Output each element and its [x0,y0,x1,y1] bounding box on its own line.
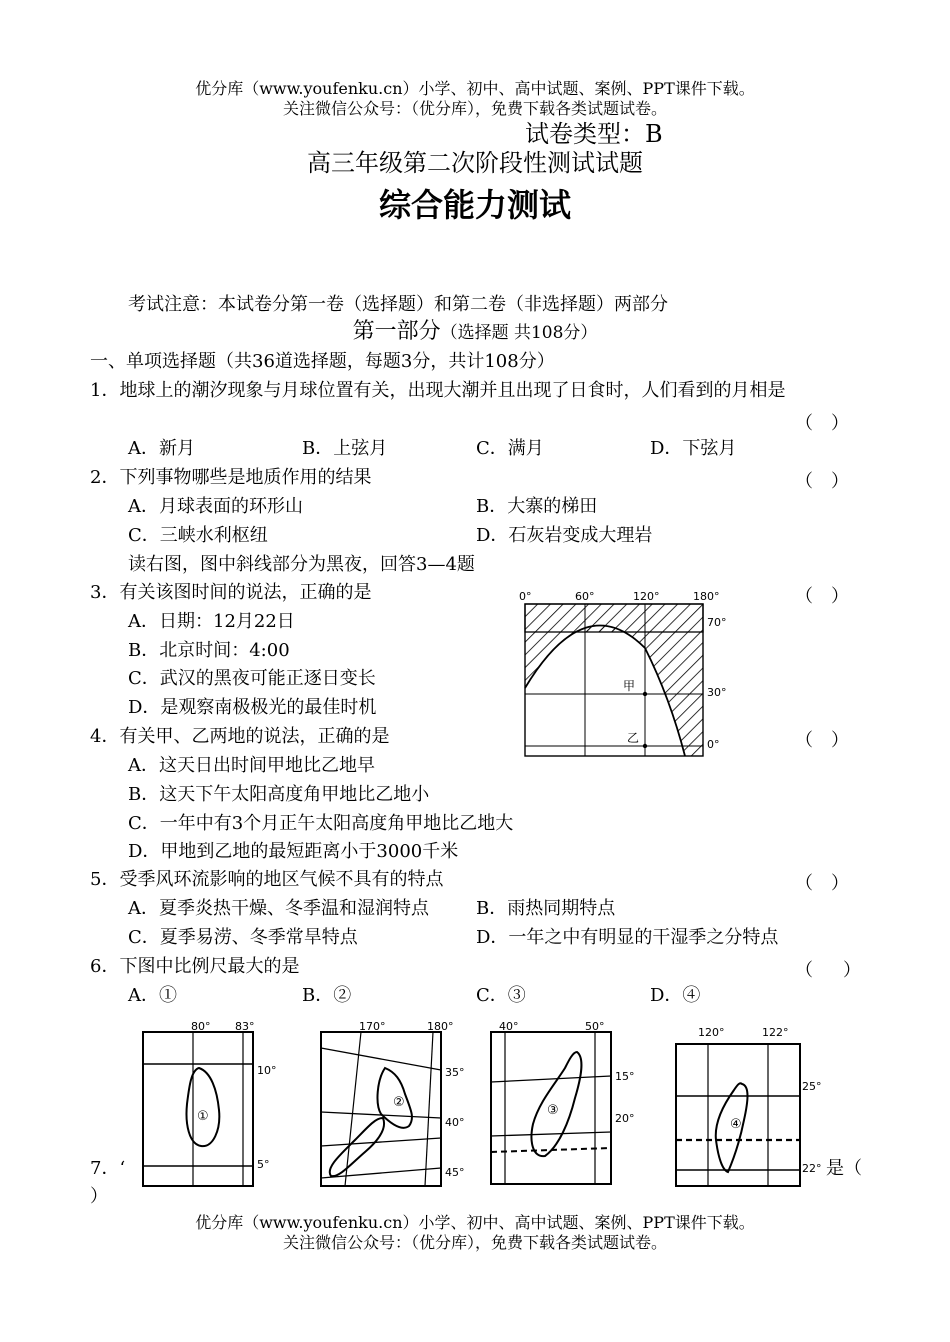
lat-label-70: 70° [707,616,727,629]
q5-stem: 5．受季风环流影响的地区气候不具有的特点 [90,869,444,890]
q6-answer-blank: （ ） [795,960,867,981]
lon-label-120: 120° [633,590,660,603]
paper-type: 试卷类型：B [525,120,663,148]
lat-label-0: 0° [707,738,720,751]
q5-option-b: B．雨热同期特点 [476,898,616,919]
point-yi-label: 乙 [627,731,640,745]
q5-option-d: D．一年之中有明显的干湿季之分特点 [476,927,779,948]
q6-option-a: A．① [128,985,177,1006]
exam-notice: 考试注意：本试卷分第一卷（选择题）和第二卷（非选择题）两部分 [128,294,668,315]
map-4-lat-a: 25° [802,1080,822,1093]
q5-answer-blank: （ ） [795,873,849,894]
map-3-lon-b: 50° [585,1020,605,1033]
q3-option-b: B．北京时间：4:00 [128,640,290,661]
q4-answer-blank: （ ） [795,730,849,751]
map-2-lon-b: 180° [427,1020,454,1033]
q5-option-c: C．夏季易涝、冬季常旱特点 [128,927,358,948]
map-4-lat-b: 22° [802,1162,822,1175]
q4-option-c: C．一年中有3个月正午太阳高度角甲地比乙地大 [128,813,514,834]
map-1-lat-a: 10° [257,1064,277,1077]
q5-option-a: A．夏季炎热干燥、冬季温和湿润特点 [128,898,429,919]
map-1-lon-a: 80° [191,1020,211,1033]
q2-option-d: D．石灰岩变成大理岩 [476,525,653,546]
lon-label-0: 0° [519,590,532,603]
map-4-lon-b: 122° [762,1026,789,1039]
q6-option-c: C．③ [476,985,526,1006]
section1-heading: 一、单项选择题（共36道选择题，每题3分，共计108分） [90,351,555,372]
exam-subtitle: 高三年级第二次阶段性测试试题 [307,149,643,177]
q1-option-d: D．下弦月 [650,438,737,459]
q6-option-d: D．④ [650,985,701,1006]
map-1-label: ① [197,1109,209,1124]
map-4-lon-a: 120° [698,1026,725,1039]
map-3-lon-a: 40° [499,1020,519,1033]
q1-answer-blank: （ ） [795,413,849,434]
map-2-lat-b: 40° [445,1116,465,1129]
map-1-lat-b: 5° [257,1158,270,1171]
night-area [525,626,703,757]
q6-option-b: B．② [302,985,352,1006]
q2-option-b: B．大寨的梯田 [476,496,598,517]
q1-option-b: B．上弦月 [302,438,388,459]
map-3 [485,1018,645,1188]
q7-close-paren: ） [90,1186,108,1207]
map-3-lat-b: 20° [615,1112,635,1125]
map-3-label: ③ [547,1103,559,1118]
q1-option-c: C．满月 [476,438,544,459]
map-2-lat-c: 45° [445,1166,465,1179]
island-2-south-outline [330,1118,384,1176]
header-line-2: 关注微信公众号：（优分库），免费下载各类试题试卷。 [282,99,667,118]
q3-option-d: D．是观察南极极光的最佳时机 [128,697,377,718]
map-1 [135,1018,285,1188]
footer-line-1: 优分库（www.youfenku.cn）小学、初中、高中试题、案例、PPT课件下载。 [195,1213,755,1232]
q4-option-d: D．甲地到乙地的最短距离小于3000千米 [128,841,459,862]
q1-stem: 1．地球上的潮汐现象与月球位置有关，出现大潮并且出现了日食时，人们看到的月相是 [90,380,786,401]
lon-label-60: 60° [575,590,595,603]
q3-answer-blank: （ ） [795,586,849,607]
q2-option-a: A．月球表面的环形山 [128,496,303,517]
footer-line-2: 关注微信公众号：（优分库），免费下载各类试题试卷。 [282,1233,667,1252]
lat-label-30: 30° [707,686,727,699]
q3-option-c: C．武汉的黑夜可能正逐日变长 [128,668,376,689]
exam-title: 综合能力测试 [378,186,571,224]
q2-answer-blank: （ ） [795,471,849,492]
q4-stem: 4．有关甲、乙两地的说法，正确的是 [90,726,390,747]
q4-option-b: B．这天下午太阳高度角甲地比乙地小 [128,784,430,805]
read-figure-note: 读右图，图中斜线部分为黑夜，回答3—4题 [128,554,475,575]
lon-label-180: 180° [693,590,720,603]
q2-option-c: C．三峡水利枢纽 [128,525,268,546]
q1-option-a: A．新月 [128,438,195,459]
q2-stem: 2．下列事物哪些是地质作用的结果 [90,467,372,488]
header-line-1: 优分库（www.youfenku.cn）小学、初中、高中试题、案例、PPT课件下载。 [195,79,755,98]
q4-option-a: A．这天日出时间甲地比乙地早 [128,755,375,776]
part1-sub: （选择题 共108分） [440,323,598,343]
map-2-lon-a: 170° [359,1020,386,1033]
map-1-lon-b: 83° [235,1020,255,1033]
island-1-outline [187,1068,220,1146]
map-2-lat-a: 35° [445,1066,465,1079]
q6-stem: 6．下图中比例尺最大的是 [90,956,300,977]
part1-main: 第一部分 [352,319,441,344]
map-4-label: ④ [730,1117,742,1132]
q3-stem: 3．有关该图时间的说法，正确的是 [90,582,372,603]
q7-number: 7．‘ [90,1158,126,1179]
q3-option-a: A．日期：12月22日 [128,611,295,632]
map-3-lat-a: 15° [615,1070,635,1083]
point-jia-label: 甲 [623,679,636,693]
day-night-figure [515,588,735,770]
part1-heading [0,321,950,344]
map-2 [315,1018,475,1188]
q7-tail: 是（ [826,1158,862,1179]
map-2-label: ② [393,1095,405,1110]
map-4 [668,1024,828,1188]
